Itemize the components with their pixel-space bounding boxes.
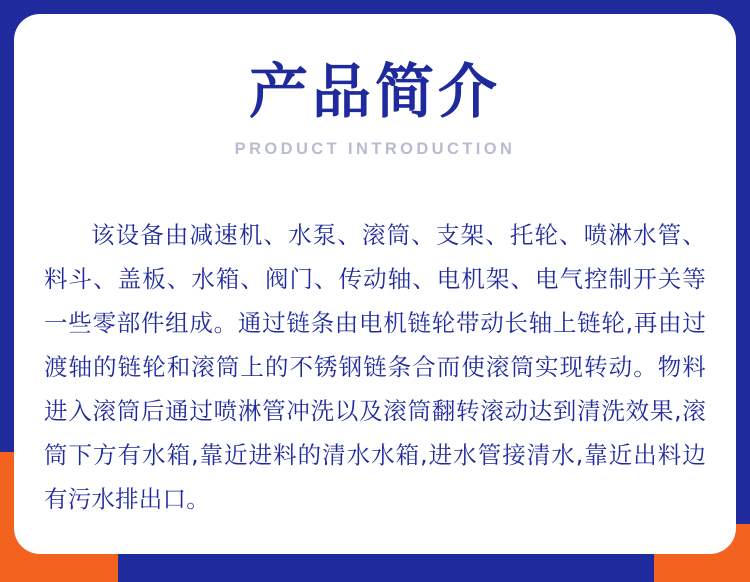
product-description-paragraph: 该设备由减速机、水泵、滚筒、支架、托轮、喷淋水管、料斗、盖板、水箱、阀门、传动轴、电机架、电气控制开关等一些零部件组成。通过链条由电机链轮带动长轴上链轮,再由过渡轴的链轮和滚筒上的不锈钢链条合而使滚筒实现转动。物料进入滚筒后通过喷淋管冲洗以及滚筒翻转滚动达到清洗效果,滚筒下方有水箱,靠近进料的清水水箱,进水管接清水,靠近出料边有污水排出口。 bbox=[44, 220, 706, 513]
page-header bbox=[14, 14, 736, 159]
page-subtitle-en: PRODUCT INTRODUCTION bbox=[234, 139, 516, 158]
content-card bbox=[14, 14, 736, 554]
page-title-cn: 产品简介 bbox=[248, 57, 501, 126]
